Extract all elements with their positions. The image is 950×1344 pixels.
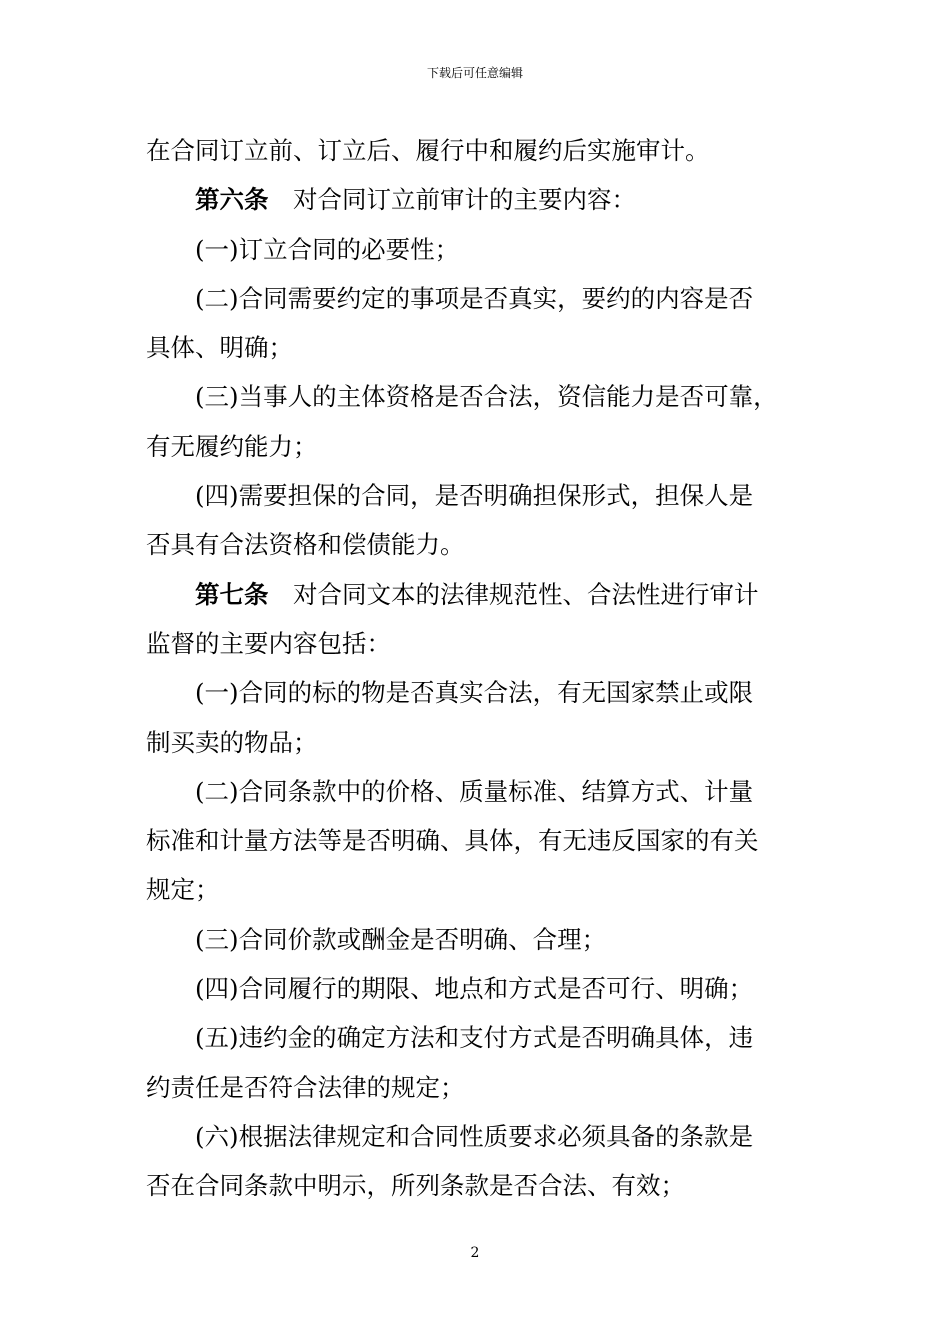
list-item: (四)合同履行的期限、地点和方式是否可行、明确； <box>195 974 754 1004</box>
text-line: 具体、明确； <box>146 333 293 363</box>
article-number: 第七条 <box>195 579 269 609</box>
page-header: 下载后可任意编辑 <box>426 66 523 80</box>
list-item: (三)合同价款或酬金是否明确、合理； <box>195 924 607 954</box>
list-item: (三)当事人的主体资格是否合法，资信能力是否可靠， <box>195 382 778 412</box>
list-item: (二)合同条款中的价格、质量标准、结算方式、计量 <box>195 776 754 806</box>
list-item: (一)订立合同的必要性； <box>195 234 460 264</box>
article-text: 对合同文本的法律规范性、合法性进行审计 <box>268 579 759 609</box>
page-number: 2 <box>470 1245 480 1261</box>
article-heading <box>146 175 812 224</box>
text-line: 监督的主要内容包括： <box>146 628 391 658</box>
list-item: (四)需要担保的合同，是否明确担保形式，担保人是 <box>195 481 754 511</box>
list-item: (五)违约金的确定方法和支付方式是否明确具体，违 <box>195 1023 754 1053</box>
article-text: 对合同订立前审计的主要内容： <box>268 185 636 215</box>
text-line: 有无履约能力； <box>146 431 318 461</box>
document-body <box>146 126 812 1211</box>
text-line: 否在合同条款中明示，所列条款是否合法、有效； <box>146 1171 685 1201</box>
text-line: 制买卖的物品； <box>146 727 318 757</box>
text-line: 规定； <box>146 875 220 905</box>
list-item: (二)合同需要约定的事项是否真实，要约的内容是否 <box>195 283 754 313</box>
text-line: 约责任是否符合法律的规定； <box>146 1072 465 1102</box>
text-line: 标准和计量方法等是否明确、具体，有无违反国家的有关 <box>146 826 759 856</box>
list-item: (一)合同的标的物是否真实合法，有无国家禁止或限 <box>195 678 754 708</box>
article-number: 第六条 <box>195 185 269 215</box>
text-line: 在合同订立前、订立后、履行中和履约后实施审计。 <box>146 136 710 165</box>
text-line: 否具有合法资格和偿债能力。 <box>146 530 465 560</box>
article-heading <box>146 570 812 619</box>
list-item: (六)根据法律规定和合同性质要求必须具备的条款是 <box>195 1121 754 1151</box>
